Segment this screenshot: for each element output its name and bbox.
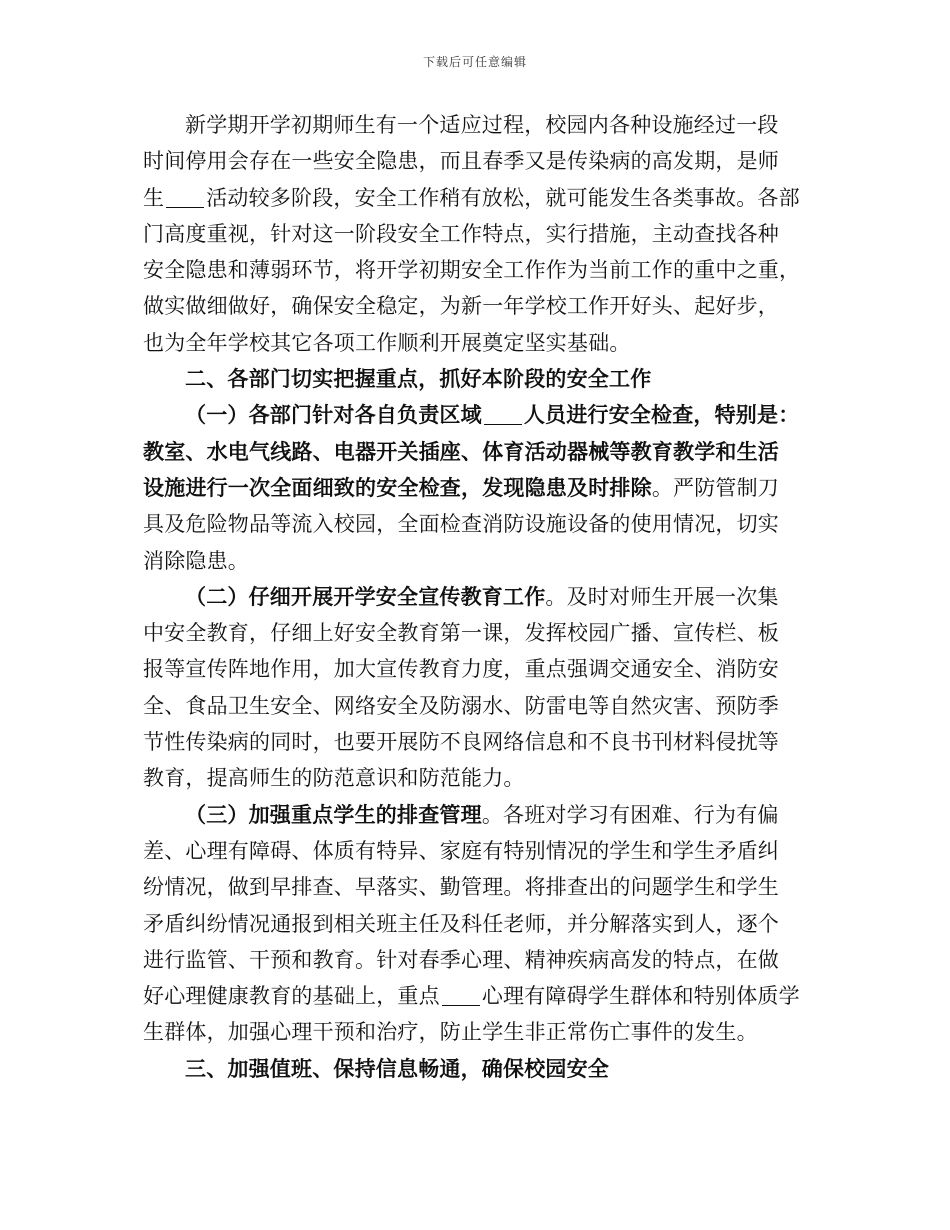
text-segment: 好心理健康教育的基础上，重点	[143, 984, 440, 1009]
text-line	[143, 180, 823, 216]
text-line	[143, 470, 823, 506]
text-line	[143, 107, 823, 143]
fill-in-blank	[166, 187, 204, 208]
text-segment: 。各班对学习有困难、行为有偏	[481, 802, 779, 827]
text-segment: 纷情况，做到早排查、早落实、勤管理。将排查出的问题学生和学生	[143, 875, 779, 900]
text-line	[143, 942, 823, 978]
text-line	[143, 325, 823, 361]
text-segment: 进行监管、干预和教育。针对春季心理、精神疾病高发的特点，在做	[143, 947, 779, 972]
text-line	[143, 1014, 823, 1050]
text-segment: 新学期开学初期师生有一个适应过程，校园内各种设施经过一段	[185, 113, 779, 137]
text-segment: 活动较多阶段，安全工作稍有放松，就可能发生各类事故。各部	[206, 185, 800, 210]
text-segment: 门高度重视，针对这一阶段安全工作特点，实行措施，主动查找各种	[143, 221, 779, 246]
text-line	[143, 434, 823, 470]
text-line	[143, 543, 823, 579]
text-segment: 矛盾纠纷情况通报到相关班主任及科任老师，并分解落实到人，逐个	[143, 911, 779, 936]
text-segment: 。严防管制刀	[651, 475, 780, 500]
text-segment: 也为全年学校其它各项工作顺利开展奠定坚实基础。	[143, 330, 631, 355]
text-segment: 教育，提高师生的防范意识和防范能力。	[143, 766, 525, 791]
bold-text-segment: （二）仔细开展开学安全宣传教育工作	[185, 584, 546, 609]
bold-text-segment: （三）加强重点学生的排查管理	[185, 802, 482, 827]
text-line	[143, 724, 823, 760]
text-line	[143, 252, 823, 288]
text-line	[143, 760, 823, 796]
text-line	[143, 506, 823, 542]
text-line	[143, 143, 823, 179]
text-segment: 做实做细做好，确保安全稳定，为新一年学校工作开好头、起好步，	[143, 294, 779, 319]
text-segment: 差、心理有障碍、体质有特异、家庭有特别情况的学生和学生矛盾纠	[143, 838, 779, 863]
fill-in-blank	[484, 404, 522, 425]
text-line	[143, 906, 823, 942]
document-body	[143, 107, 823, 1087]
text-segment: 心理有障碍学生群体和特别体质学	[481, 984, 800, 1009]
text-line	[143, 216, 823, 252]
page-header: 下载后可任意编辑	[422, 55, 527, 69]
bold-text-segment: 设施进行一次全面细致的安全检查，发现隐患及时排除	[143, 475, 652, 500]
fill-in-blank	[442, 985, 480, 1006]
text-segment: 时间停用会存在一些安全隐患，而且春季又是传染病的高发期，是师	[143, 149, 779, 174]
bold-text-segment: （一）各部门针对各自负责区域	[185, 403, 482, 428]
text-line	[143, 397, 823, 433]
text-segment: 节性传染病的同时，也要开展防不良网络信息和不良书刊材料侵扰等	[143, 730, 779, 755]
text-segment: 消除隐患。	[143, 548, 249, 573]
text-segment: 生	[143, 185, 165, 210]
text-segment: 具及危险物品等流入校园，全面检查消防设施设备的使用情况，切实	[143, 512, 779, 537]
text-line	[143, 1051, 823, 1087]
text-segment: 全、食品卫生安全、网络安全及防溺水、防雷电等自然灾害、预防季	[143, 693, 779, 718]
bold-text-segment: 三、加强值班、保持信息畅通，确保校园安全	[185, 1056, 609, 1081]
text-line	[143, 288, 823, 324]
text-line	[143, 579, 823, 615]
text-line	[143, 651, 823, 687]
text-segment: 。及时对师生开展一次集	[545, 584, 779, 609]
text-segment: 中安全教育，仔细上好安全教育第一课，发挥校园广播、宣传栏、板	[143, 621, 779, 646]
bold-text-segment: 二、各部门切实把握重点，抓好本阶段的安全工作	[185, 367, 652, 392]
text-line	[143, 869, 823, 905]
text-line	[143, 688, 823, 724]
text-line	[143, 797, 823, 833]
text-line	[143, 615, 823, 651]
text-line	[143, 361, 823, 397]
text-line	[143, 833, 823, 869]
text-segment: 生群体，加强心理干预和治疗，防止学生非正常伤亡事件的发生。	[143, 1020, 758, 1045]
text-segment: 安全隐患和薄弱环节，将开学初期安全工作作为当前工作的重中之重，	[143, 258, 801, 283]
bold-text-segment: 教室、水电气线路、电器开关插座、体育活动器械等教育教学和生活	[143, 439, 779, 464]
text-segment: 报等宣传阵地作用，加大宣传教育力度，重点强调交通安全、消防安	[143, 657, 779, 682]
text-line	[143, 978, 823, 1014]
bold-text-segment: 人员进行安全检查，特别是：	[523, 403, 800, 428]
